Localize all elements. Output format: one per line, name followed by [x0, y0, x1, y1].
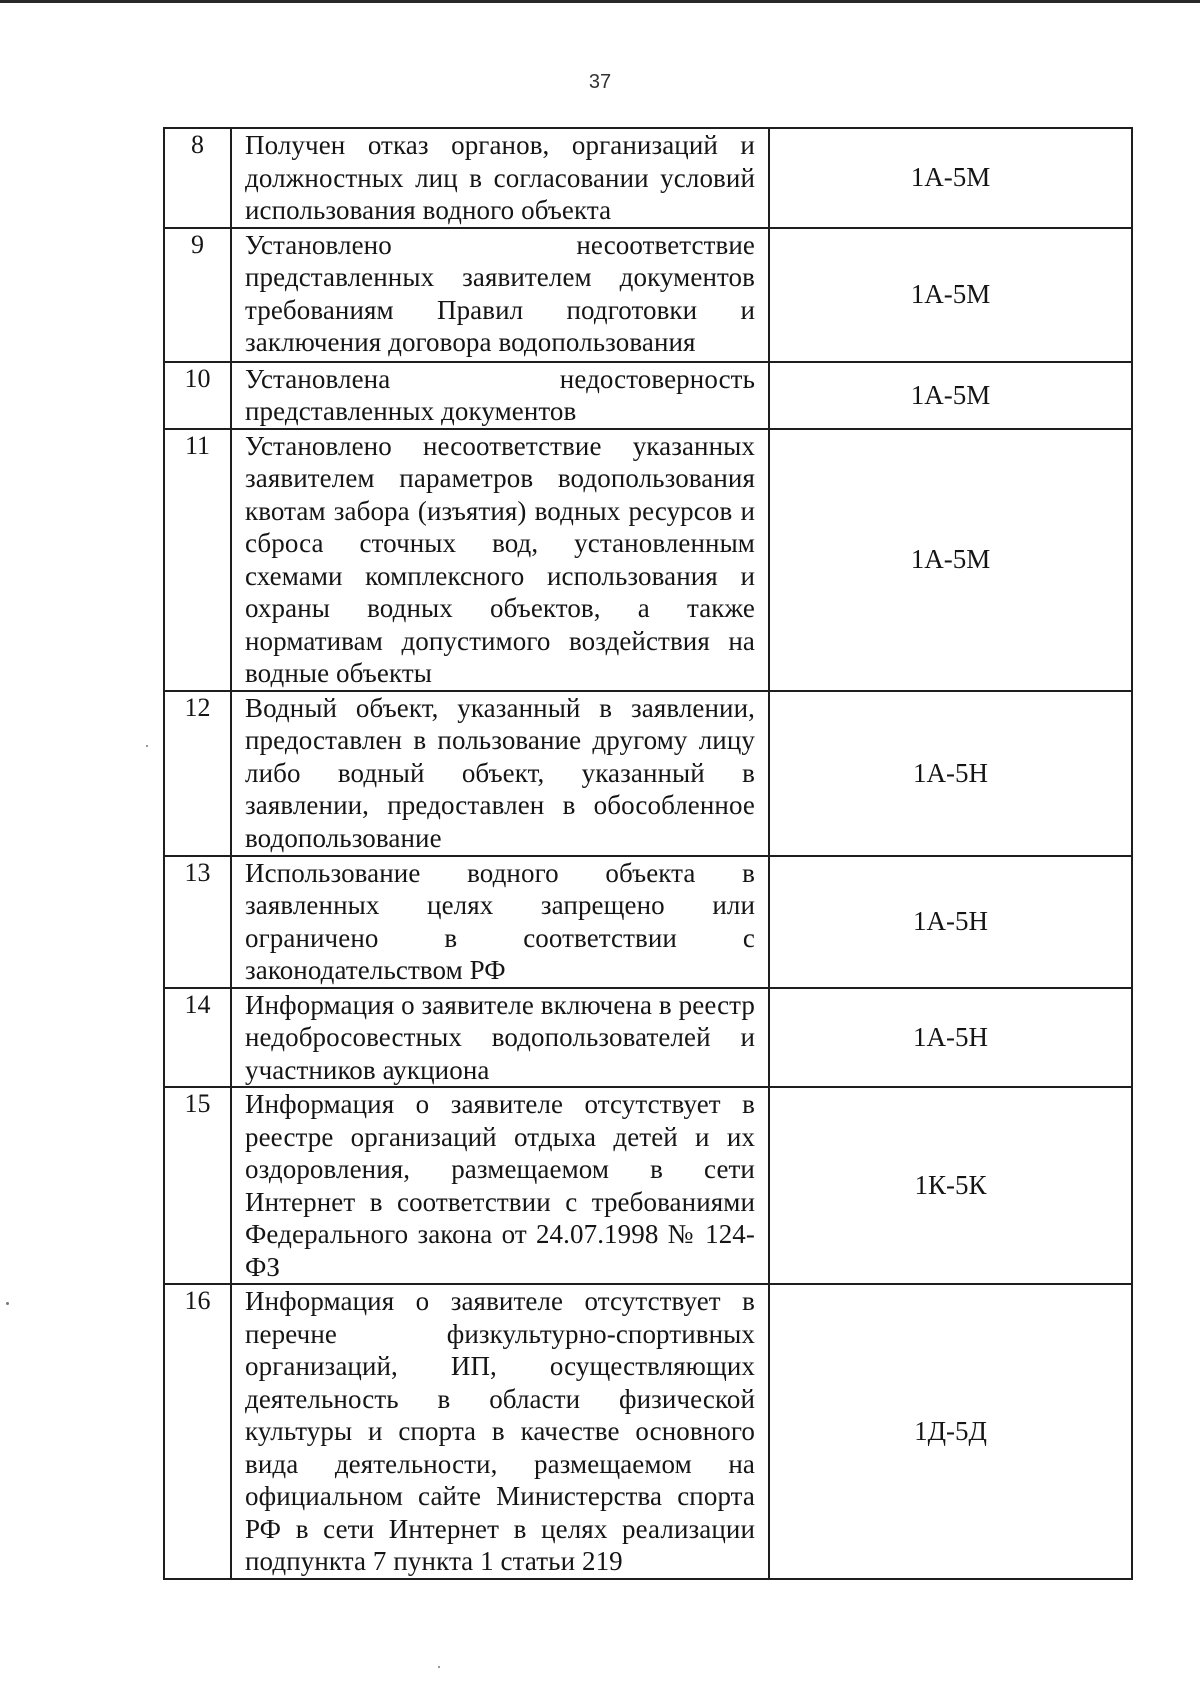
scan-edge	[0, 0, 1200, 3]
row-description: Информация о заявителе включена в реестр недобросовестных водопользователей и участников аукциона	[245, 989, 755, 1085]
table-row	[164, 691, 1132, 856]
row-code: 1А-5М	[769, 362, 1132, 429]
table-row	[164, 988, 1132, 1088]
row-description: Установлено несоответствие представленных заявителем документов требованиям Правил подготовки и заключения договора водопользования	[245, 229, 755, 357]
row-code: 1А-5М	[769, 228, 1132, 362]
row-code: 1Д-5Д	[769, 1284, 1132, 1579]
row-description: Получен отказ органов, организаций и должностных лиц в согласовании условий использования водного объекта	[245, 130, 755, 225]
row-code: 1А-5М	[769, 128, 1132, 228]
table-row	[164, 856, 1132, 988]
row-description: Водный объект, указанный в заявлении, предоставлен в пользование другому лицу либо водный объект, указанный в заявлении, предоставлен в обособленное водопользование	[245, 692, 755, 853]
row-number: 16	[164, 1284, 231, 1579]
page-number: 37	[588, 71, 612, 93]
table-row	[164, 429, 1132, 691]
table-row	[164, 228, 1132, 362]
table-row	[164, 1087, 1132, 1284]
row-number: 12	[164, 691, 231, 856]
row-description: Установлена недостоверность представленных документов	[245, 363, 755, 426]
refusal-grounds-table	[163, 127, 1133, 1580]
scan-speck	[146, 745, 148, 747]
row-code: 1А-5Н	[769, 691, 1132, 856]
row-code: 1К-5К	[769, 1087, 1132, 1284]
row-description: Информация о заявителе отсутствует в реестре организаций отдыха детей и их оздоровления, размещаемом в сети Интернет в соответствии с требованиями Федерального закона от 24.07.1998 № 124-ФЗ	[245, 1089, 755, 1282]
row-number: 8	[164, 128, 231, 228]
scan-speck	[6, 1302, 9, 1305]
row-code: 1А-5Н	[769, 988, 1132, 1088]
row-description: Установлено несоответствие указанных заявителем параметров водопользования квотам забора (изъятия) водных ресурсов и сброса сточных вод, установленным схемами комплексного использования и охраны водных объектов, а также нормативам допустимого воздействия на водные объекты	[245, 430, 755, 688]
table-row	[164, 128, 1132, 228]
row-description: Информация о заявителе отсутствует в перечне физкультурно-спортивных организаций, ИП, осуществляющих деятельность в области физической культуры и спорта в качестве основного вида деятельности, размещаемом на официальном сайте Министерства спорта РФ в сети Интернет в целях реализации подпункта 7 пункта 1 статьи 219	[245, 1286, 755, 1576]
row-description: Использование водного объекта в заявленных целях запрещено или ограничено в соответствии с законодательством РФ	[245, 857, 755, 985]
row-code: 1А-5М	[769, 429, 1132, 691]
row-number: 13	[164, 856, 231, 988]
scan-speck	[438, 1666, 440, 1668]
row-number: 15	[164, 1087, 231, 1284]
row-code: 1А-5Н	[769, 856, 1132, 988]
row-number: 11	[164, 429, 231, 691]
row-number: 9	[164, 228, 231, 362]
table-row	[164, 362, 1132, 429]
row-number: 14	[164, 988, 231, 1088]
table-row	[164, 1284, 1132, 1579]
row-number: 10	[164, 362, 231, 429]
